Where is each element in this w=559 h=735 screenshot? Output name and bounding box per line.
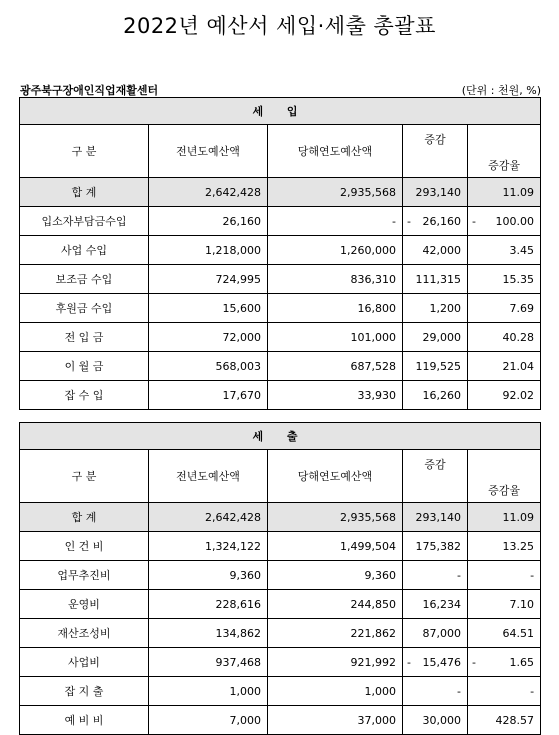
expense-row-diff: 87,000 [422,626,461,640]
income-row-prev: 1,218,000 [205,243,261,257]
expense-row-curr: 244,850 [350,597,396,611]
income-section-title: 세 입 [20,98,541,125]
expense-header-prev: 전년도예산액 [149,450,268,503]
expense-row-diff: 175,382 [415,539,461,553]
expense-row-rate: 13.25 [502,539,535,553]
organization-name: 광주북구장애인직업재활센터 [20,84,159,97]
expense-row [20,590,541,619]
income-row-prev: 72,000 [222,330,261,344]
income-row-prev: 26,160 [222,214,261,228]
expense-row-curr: 37,000 [357,713,396,727]
income-row-diff: 26,160 [422,214,461,228]
income-row-diff-sign: - [407,214,411,228]
expense-column-headers [20,450,541,478]
expense-header-diff: 증감 [403,450,468,478]
income-row-curr: 2,935,568 [340,185,396,199]
expense-row [20,619,541,648]
income-row-label: 이 월 금 [64,360,104,373]
page-title: 2022년 예산서 세입·세출 총괄표 [123,14,436,38]
income-row-prev: 568,003 [215,359,261,373]
income-row-rate: 21.04 [502,359,535,373]
income-row-curr: 687,528 [350,359,396,373]
income-row-rate: 15.35 [502,272,535,286]
expense-row [20,706,541,735]
expense-row-diff: - [457,684,461,698]
income-row [20,207,541,236]
income-row-prev: 17,670 [222,388,261,402]
income-header-rate: 증감율 [468,152,541,177]
unit-note: (단위 : 천원, %) [461,84,541,97]
expense-row-rate: 11.09 [502,510,535,524]
income-row-label: 입소자부담금수입 [41,215,127,228]
income-row-curr: 836,310 [350,272,396,286]
income-row-label: 후원금 수입 [55,302,113,315]
income-row-label: 잡 수 입 [64,389,104,402]
expense-row-diff: 30,000 [422,713,461,727]
income-row-prev: 724,995 [215,272,261,286]
expense-row-label: 사업비 [68,656,100,669]
income-row-label: 전 입 금 [64,331,104,344]
expense-row-curr: 2,935,568 [340,510,396,524]
expense-row-prev: 1,324,122 [205,539,261,553]
expense-row-diff-sign: - [407,655,411,669]
income-header-diff: 증감 [403,125,468,153]
expense-row [20,561,541,590]
expense-row-label: 인 건 비 [64,540,104,553]
income-section-header [20,98,541,125]
income-row-diff: 293,140 [415,185,461,199]
expense-row-rate: 64.51 [502,626,535,640]
income-row-rate: 92.02 [502,388,535,402]
income-row-rate-sign: - [472,214,476,228]
income-row-rate: 100.00 [495,214,535,228]
expense-row-prev: 134,862 [215,626,261,640]
income-row-prev: 2,642,428 [205,185,261,199]
income-row-label: 합 계 [71,186,97,199]
income-row-diff: 119,525 [415,359,461,373]
expense-row [20,677,541,706]
expense-row-diff: - [457,568,461,582]
income-row [20,265,541,294]
expense-row-rate: 7.10 [509,597,535,611]
expense-row-rate: - [530,684,535,698]
income-header-curr: 당해연도예산액 [268,125,403,178]
income-row-prev: 15,600 [222,301,261,315]
income-row-curr: - [392,214,396,228]
income-row [20,294,541,323]
expense-header-curr: 당해연도예산액 [268,450,403,503]
income-row-curr: 1,260,000 [340,243,396,257]
expense-row-diff: 293,140 [415,510,461,524]
income-table [19,97,541,410]
expense-row-prev: 1,000 [229,684,261,698]
income-row-curr: 33,930 [357,388,396,402]
income-row-rate: 11.09 [502,185,535,199]
expense-row-rate: 428.57 [495,713,535,727]
expense-row-label: 재산조성비 [57,627,111,640]
income-row-rate: 40.28 [502,330,535,344]
expense-row-label: 업무추진비 [57,569,111,582]
income-row-rate: 7.69 [509,301,535,315]
expense-row [20,503,541,532]
expense-row-prev: 9,360 [229,568,261,582]
income-row-diff: 16,260 [422,388,461,402]
income-row-rate: 3.45 [509,243,535,257]
income-row-label: 보조금 수입 [55,273,113,286]
expense-section-title: 세 출 [20,423,541,450]
expense-row-curr: 1,499,504 [340,539,396,553]
expense-header-item: 구 분 [20,450,149,503]
expense-row-label: 합 계 [71,511,97,524]
expense-row-rate: - [530,568,535,582]
income-column-headers [20,125,541,153]
income-row-diff: 42,000 [422,243,461,257]
income-row [20,178,541,207]
expense-row-label: 운영비 [68,598,100,611]
expense-row-rate: 1.65 [509,655,535,669]
expense-row-diff: 16,234 [422,597,461,611]
income-row-curr: 101,000 [350,330,396,344]
expense-row-rate-sign: - [472,655,476,669]
expense-row-prev: 228,616 [215,597,261,611]
income-row [20,323,541,352]
income-row [20,352,541,381]
expense-row-label: 잡 지 출 [64,685,104,698]
expense-row-prev: 937,468 [215,655,261,669]
expense-header-rate: 증감율 [468,477,541,502]
expense-row [20,532,541,561]
income-row [20,236,541,265]
income-row-diff: 29,000 [422,330,461,344]
income-row-label: 사업 수입 [60,244,107,257]
expense-table [19,422,541,735]
income-row-curr: 16,800 [357,301,396,315]
income-header-item: 구 분 [20,125,149,178]
expense-row-prev: 2,642,428 [205,510,261,524]
income-row [20,381,541,410]
expense-row [20,648,541,677]
income-header-prev: 전년도예산액 [149,125,268,178]
expense-row-curr: 221,862 [350,626,396,640]
expense-row-curr: 921,992 [350,655,396,669]
income-row-diff: 1,200 [429,301,461,315]
expense-row-curr: 9,360 [364,568,396,582]
expense-row-curr: 1,000 [364,684,396,698]
expense-row-label: 예 비 비 [64,714,104,727]
expense-section-header [20,423,541,450]
income-row-diff: 111,315 [415,272,461,286]
expense-row-diff: 15,476 [422,655,461,669]
expense-row-prev: 7,000 [229,713,261,727]
